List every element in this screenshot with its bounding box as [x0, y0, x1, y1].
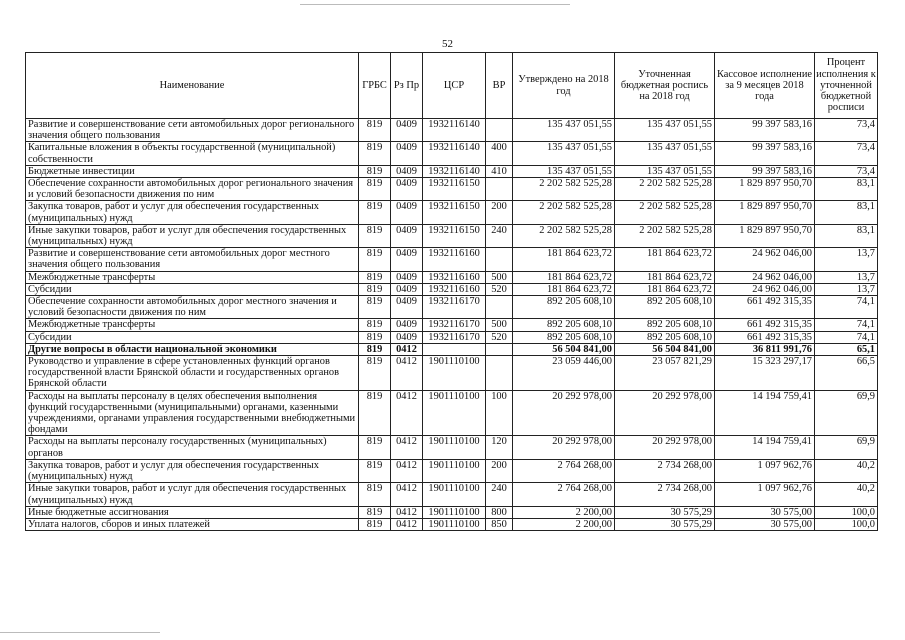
row-approved: 2 764 268,00 — [513, 483, 615, 506]
table-row — [26, 271, 878, 283]
header-vr: ВР — [486, 53, 513, 119]
row-csr: 1932116140 — [423, 142, 486, 165]
header-cash: Кассовое исполнение за 9 месяцев 2018 года — [715, 53, 815, 119]
row-approved: 135 437 051,55 — [513, 142, 615, 165]
row-approved: 181 864 623,72 — [513, 248, 615, 271]
row-grbs: 819 — [359, 201, 391, 224]
row-refined: 892 205 608,10 — [615, 319, 715, 331]
row-approved: 135 437 051,55 — [513, 165, 615, 177]
table-row — [26, 119, 878, 142]
row-approved: 20 292 978,00 — [513, 436, 615, 459]
row-approved: 181 864 623,72 — [513, 271, 615, 283]
row-csr: 1901110100 — [423, 436, 486, 459]
row-percent: 13,7 — [815, 248, 878, 271]
row-grbs: 819 — [359, 178, 391, 201]
row-cash: 99 397 583,16 — [715, 119, 815, 142]
row-name: Расходы на выплаты персоналу в целях обеспечения выполнения функций государственными (муниципальными) органами, казенными учреждениями, органами управления государственными внебюджетными фондами — [26, 390, 359, 436]
row-csr: 1901110100 — [423, 506, 486, 518]
row-csr: 1932116170 — [423, 296, 486, 319]
row-cash: 661 492 315,35 — [715, 331, 815, 343]
row-cash: 14 194 759,41 — [715, 390, 815, 436]
row-name: Бюджетные инвестиции — [26, 165, 359, 177]
table-row — [26, 296, 878, 319]
row-rzpr: 0409 — [391, 283, 423, 295]
row-csr: 1901110100 — [423, 483, 486, 506]
row-csr — [423, 343, 486, 355]
row-refined: 2 734 268,00 — [615, 459, 715, 482]
row-percent: 74,1 — [815, 319, 878, 331]
row-vr: 400 — [486, 142, 513, 165]
row-cash: 30 575,00 — [715, 518, 815, 530]
row-rzpr: 0409 — [391, 271, 423, 283]
header-name: Наименование — [26, 53, 359, 119]
row-cash: 24 962 046,00 — [715, 283, 815, 295]
row-grbs: 819 — [359, 343, 391, 355]
row-rzpr: 0409 — [391, 224, 423, 247]
row-name: Обеспечение сохранности автомобильных дорог регионального значения и условий безопасности движения по ним — [26, 178, 359, 201]
row-percent: 13,7 — [815, 271, 878, 283]
row-name: Обеспечение сохранности автомобильных дорог местного значения и условий безопасности движения по ним — [26, 296, 359, 319]
row-csr: 1932116150 — [423, 178, 486, 201]
table-row — [26, 356, 878, 391]
row-cash: 24 962 046,00 — [715, 271, 815, 283]
row-refined: 20 292 978,00 — [615, 436, 715, 459]
row-vr — [486, 296, 513, 319]
row-grbs: 819 — [359, 271, 391, 283]
row-rzpr: 0409 — [391, 142, 423, 165]
table-row — [26, 331, 878, 343]
row-grbs: 819 — [359, 506, 391, 518]
row-refined: 181 864 623,72 — [615, 248, 715, 271]
row-percent: 100,0 — [815, 506, 878, 518]
row-cash: 1 829 897 950,70 — [715, 178, 815, 201]
table-row — [26, 165, 878, 177]
row-rzpr: 0412 — [391, 390, 423, 436]
table-row — [26, 483, 878, 506]
row-grbs: 819 — [359, 390, 391, 436]
row-csr: 1932116170 — [423, 331, 486, 343]
row-refined: 135 437 051,55 — [615, 165, 715, 177]
row-name: Межбюджетные трансферты — [26, 271, 359, 283]
row-percent: 73,4 — [815, 119, 878, 142]
row-refined: 2 202 582 525,28 — [615, 224, 715, 247]
row-vr: 500 — [486, 319, 513, 331]
table-row — [26, 319, 878, 331]
row-percent: 40,2 — [815, 459, 878, 482]
header-rzpr: Рз Пр — [391, 53, 423, 119]
row-grbs: 819 — [359, 296, 391, 319]
row-percent: 69,9 — [815, 436, 878, 459]
row-vr: 520 — [486, 283, 513, 295]
row-csr: 1932116160 — [423, 283, 486, 295]
row-rzpr: 0409 — [391, 178, 423, 201]
row-name: Закупка товаров, работ и услуг для обеспечения государственных (муниципальных) нужд — [26, 459, 359, 482]
row-cash: 14 194 759,41 — [715, 436, 815, 459]
row-name: Субсидии — [26, 331, 359, 343]
row-cash: 15 323 297,17 — [715, 356, 815, 391]
row-cash: 1 829 897 950,70 — [715, 224, 815, 247]
header-approved: Утверждено на 2018 год — [513, 53, 615, 119]
row-approved: 2 202 582 525,28 — [513, 224, 615, 247]
row-grbs: 819 — [359, 459, 391, 482]
table-row — [26, 178, 878, 201]
row-csr: 1932116150 — [423, 201, 486, 224]
row-rzpr: 0412 — [391, 356, 423, 391]
row-refined: 892 205 608,10 — [615, 331, 715, 343]
row-rzpr: 0409 — [391, 119, 423, 142]
row-approved: 892 205 608,10 — [513, 296, 615, 319]
row-percent: 69,9 — [815, 390, 878, 436]
row-name: Иные бюджетные ассигнования — [26, 506, 359, 518]
row-refined: 23 057 821,29 — [615, 356, 715, 391]
row-csr: 1932116160 — [423, 271, 486, 283]
row-approved: 2 202 582 525,28 — [513, 178, 615, 201]
row-percent: 74,1 — [815, 296, 878, 319]
row-approved: 181 864 623,72 — [513, 283, 615, 295]
row-refined: 30 575,29 — [615, 518, 715, 530]
table-row — [26, 201, 878, 224]
row-cash: 36 811 991,76 — [715, 343, 815, 355]
row-vr: 520 — [486, 331, 513, 343]
row-cash: 24 962 046,00 — [715, 248, 815, 271]
page-number: 52 — [442, 38, 453, 50]
row-vr: 120 — [486, 436, 513, 459]
row-rzpr: 0412 — [391, 506, 423, 518]
table-row — [26, 459, 878, 482]
row-csr: 1932116150 — [423, 224, 486, 247]
row-vr — [486, 343, 513, 355]
header-grbs: ГРБС — [359, 53, 391, 119]
row-refined: 20 292 978,00 — [615, 390, 715, 436]
row-grbs: 819 — [359, 283, 391, 295]
row-cash: 661 492 315,35 — [715, 296, 815, 319]
row-name: Развитие и совершенствование сети автомобильных дорог местного значения общего пользования — [26, 248, 359, 271]
row-csr: 1901110100 — [423, 518, 486, 530]
scan-edge-line-bottom — [0, 632, 160, 633]
row-grbs: 819 — [359, 319, 391, 331]
row-name: Межбюджетные трансферты — [26, 319, 359, 331]
row-name: Уплата налогов, сборов и иных платежей — [26, 518, 359, 530]
row-vr: 410 — [486, 165, 513, 177]
row-name: Расходы на выплаты персоналу государственных (муниципальных) органов — [26, 436, 359, 459]
row-csr: 1901110100 — [423, 390, 486, 436]
row-grbs: 819 — [359, 224, 391, 247]
row-vr: 240 — [486, 224, 513, 247]
table-row — [26, 518, 878, 530]
row-percent: 65,1 — [815, 343, 878, 355]
row-cash: 1 829 897 950,70 — [715, 201, 815, 224]
row-percent: 83,1 — [815, 178, 878, 201]
row-name: Другие вопросы в области национальной экономики — [26, 343, 359, 355]
row-grbs: 819 — [359, 248, 391, 271]
row-vr: 500 — [486, 271, 513, 283]
row-rzpr: 0409 — [391, 165, 423, 177]
row-percent: 83,1 — [815, 201, 878, 224]
row-approved: 2 200,00 — [513, 506, 615, 518]
row-name: Иные закупки товаров, работ и услуг для обеспечения государственных (муниципальных) нужд — [26, 483, 359, 506]
header-refined: Уточненная бюджетная роспись на 2018 год — [615, 53, 715, 119]
row-vr: 200 — [486, 459, 513, 482]
row-approved: 56 504 841,00 — [513, 343, 615, 355]
row-rzpr: 0412 — [391, 483, 423, 506]
row-refined: 2 202 582 525,28 — [615, 201, 715, 224]
row-grbs: 819 — [359, 518, 391, 530]
row-refined: 892 205 608,10 — [615, 296, 715, 319]
row-approved: 892 205 608,10 — [513, 331, 615, 343]
row-vr — [486, 178, 513, 201]
row-vr: 200 — [486, 201, 513, 224]
row-grbs: 819 — [359, 142, 391, 165]
table-row — [26, 390, 878, 436]
row-percent: 66,5 — [815, 356, 878, 391]
row-approved: 23 059 446,00 — [513, 356, 615, 391]
row-name: Капитальные вложения в объекты государственной (муниципальной) собственности — [26, 142, 359, 165]
row-vr — [486, 248, 513, 271]
row-rzpr: 0412 — [391, 518, 423, 530]
row-grbs: 819 — [359, 483, 391, 506]
row-vr — [486, 356, 513, 391]
row-csr: 1932116170 — [423, 319, 486, 331]
row-refined: 181 864 623,72 — [615, 283, 715, 295]
row-rzpr: 0412 — [391, 459, 423, 482]
row-vr: 850 — [486, 518, 513, 530]
row-grbs: 819 — [359, 165, 391, 177]
table-body — [26, 119, 878, 531]
scan-edge-line-top — [300, 4, 570, 5]
row-name: Субсидии — [26, 283, 359, 295]
row-refined: 56 504 841,00 — [615, 343, 715, 355]
row-percent: 73,4 — [815, 142, 878, 165]
row-cash: 1 097 962,76 — [715, 483, 815, 506]
row-csr: 1932116160 — [423, 248, 486, 271]
row-rzpr: 0409 — [391, 296, 423, 319]
row-vr: 800 — [486, 506, 513, 518]
row-csr: 1901110100 — [423, 356, 486, 391]
header-csr: ЦСР — [423, 53, 486, 119]
row-cash: 30 575,00 — [715, 506, 815, 518]
row-percent: 40,2 — [815, 483, 878, 506]
row-rzpr: 0409 — [391, 331, 423, 343]
table-header-row — [26, 53, 878, 119]
row-percent: 100,0 — [815, 518, 878, 530]
row-approved: 2 202 582 525,28 — [513, 201, 615, 224]
row-cash: 661 492 315,35 — [715, 319, 815, 331]
row-percent: 13,7 — [815, 283, 878, 295]
table-row — [26, 506, 878, 518]
row-grbs: 819 — [359, 436, 391, 459]
row-refined: 135 437 051,55 — [615, 119, 715, 142]
table-row — [26, 224, 878, 247]
table-row-section-total — [26, 343, 878, 355]
row-csr: 1901110100 — [423, 459, 486, 482]
row-csr: 1932116140 — [423, 119, 486, 142]
row-name: Закупка товаров, работ и услуг для обеспечения государственных (муниципальных) нужд — [26, 201, 359, 224]
row-refined: 181 864 623,72 — [615, 271, 715, 283]
row-rzpr: 0409 — [391, 248, 423, 271]
row-vr — [486, 119, 513, 142]
row-vr: 240 — [486, 483, 513, 506]
row-refined: 2 202 582 525,28 — [615, 178, 715, 201]
row-approved: 2 764 268,00 — [513, 459, 615, 482]
row-refined: 2 734 268,00 — [615, 483, 715, 506]
table-row — [26, 436, 878, 459]
row-name: Развитие и совершенствование сети автомобильных дорог регионального значения общего пользования — [26, 119, 359, 142]
row-refined: 30 575,29 — [615, 506, 715, 518]
row-rzpr: 0409 — [391, 319, 423, 331]
row-percent: 83,1 — [815, 224, 878, 247]
row-name: Иные закупки товаров, работ и услуг для обеспечения государственных (муниципальных) нужд — [26, 224, 359, 247]
table-row — [26, 142, 878, 165]
row-approved: 2 200,00 — [513, 518, 615, 530]
row-percent: 73,4 — [815, 165, 878, 177]
row-percent: 74,1 — [815, 331, 878, 343]
row-csr: 1932116140 — [423, 165, 486, 177]
row-rzpr: 0412 — [391, 343, 423, 355]
row-approved: 135 437 051,55 — [513, 119, 615, 142]
row-approved: 20 292 978,00 — [513, 390, 615, 436]
budget-table — [25, 52, 878, 531]
row-refined: 135 437 051,55 — [615, 142, 715, 165]
header-percent: Процент исполнения к уточненной бюджетной росписи — [815, 53, 878, 119]
row-approved: 892 205 608,10 — [513, 319, 615, 331]
row-cash: 1 097 962,76 — [715, 459, 815, 482]
row-cash: 99 397 583,16 — [715, 165, 815, 177]
table-row — [26, 248, 878, 271]
row-rzpr: 0409 — [391, 201, 423, 224]
row-grbs: 819 — [359, 356, 391, 391]
row-grbs: 819 — [359, 119, 391, 142]
row-rzpr: 0412 — [391, 436, 423, 459]
row-name: Руководство и управление в сфере установленных функций органов государственной власти Брянской области и государственных органов Брянской области — [26, 356, 359, 391]
row-vr: 100 — [486, 390, 513, 436]
table-row — [26, 283, 878, 295]
row-cash: 99 397 583,16 — [715, 142, 815, 165]
row-grbs: 819 — [359, 331, 391, 343]
